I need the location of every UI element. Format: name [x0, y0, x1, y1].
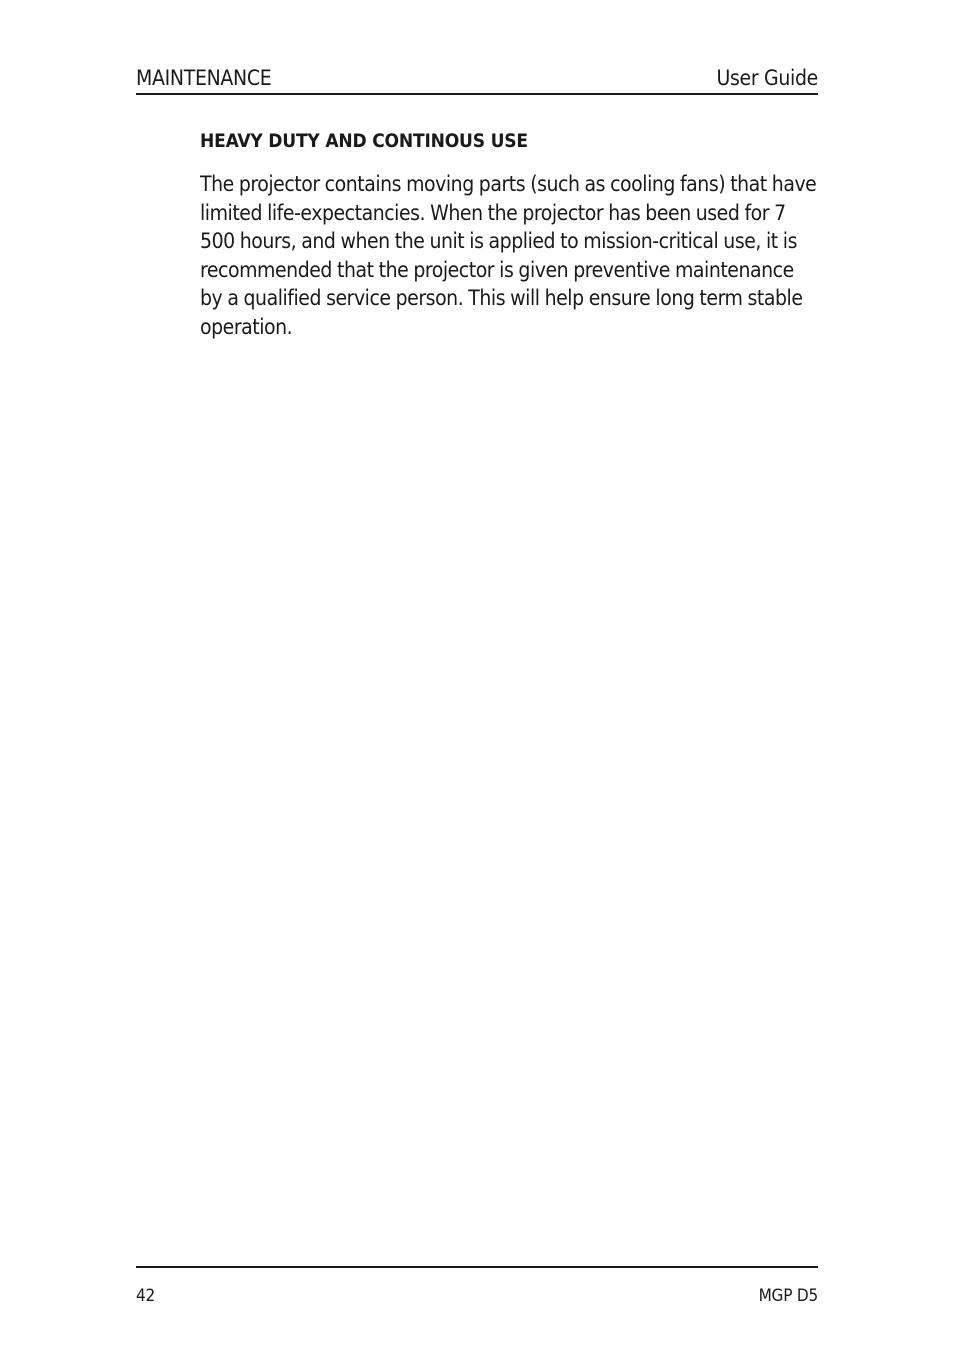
running-header [136, 60, 818, 90]
running-footer [136, 1284, 818, 1308]
header-section-title: MAINTENANCE [136, 66, 272, 90]
header-guide-title: User Guide [716, 66, 818, 90]
footer-rule [136, 1266, 818, 1268]
page-content [200, 128, 820, 341]
body-paragraph: The projector contains moving parts (such as cooling fans) that have limited life-expectancies. When the projector has been used for 7 500 hours, and when the unit is applied to mission-critical use, it is recommended that the projector is given preventive maintenance by a qualified service person. This will help ensure long term stable operation. [200, 172, 817, 339]
section-heading: HEAVY DUTY AND CONTINOUS USE [200, 130, 528, 152]
header-rule [136, 93, 818, 95]
footer-model-name: MGP D5 [758, 1286, 818, 1306]
page-number: 42 [136, 1286, 156, 1306]
